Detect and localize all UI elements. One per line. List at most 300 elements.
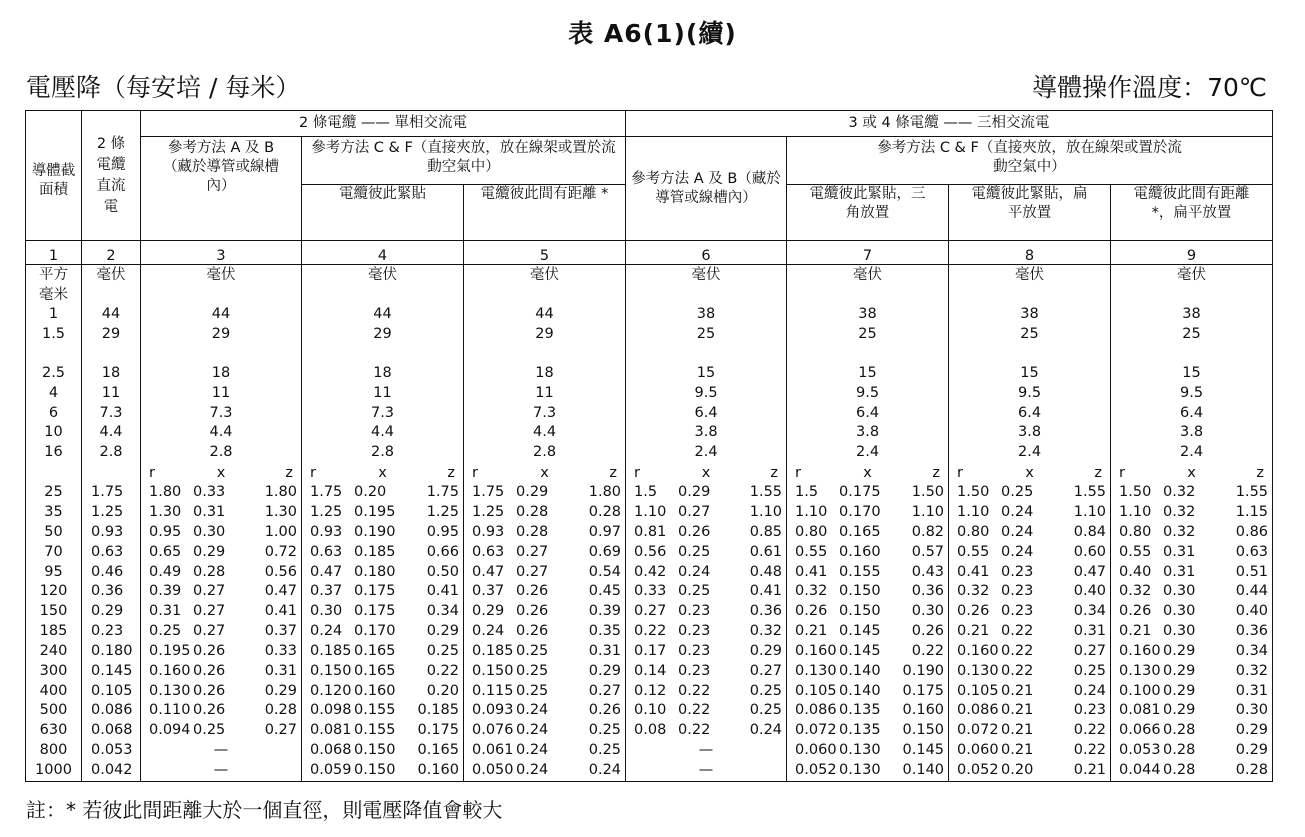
cell-c6: 15 xyxy=(626,364,787,384)
rxz-label-x: x xyxy=(1025,465,1034,482)
cell-dc: 0.63 xyxy=(82,543,141,563)
value-x: 0.150 xyxy=(839,583,881,600)
value-r: 0.195 xyxy=(149,642,191,659)
rxz-values xyxy=(302,503,463,523)
value-x: 0.26 xyxy=(516,623,549,640)
value-x: 0.29 xyxy=(1163,662,1196,679)
cell-c8 xyxy=(949,582,1111,602)
value-r: 0.044 xyxy=(1119,762,1161,779)
header-single-phase-group: 2 條電纜 —— 單相交流電 xyxy=(141,111,626,137)
cell-size: 10 xyxy=(26,423,82,443)
rxz-values xyxy=(464,682,625,702)
value-z: 0.36 xyxy=(1235,623,1269,640)
value-x: 0.27 xyxy=(193,583,226,600)
rxz-values xyxy=(949,701,1110,721)
cell-dc: 0.105 xyxy=(82,682,141,702)
value-x: 0.24 xyxy=(1001,543,1034,560)
cell-c3 xyxy=(141,543,302,563)
rxz-values xyxy=(787,761,948,781)
cell-dc: 1.25 xyxy=(82,503,141,523)
rxz-values xyxy=(787,503,948,523)
rxz-group xyxy=(626,463,786,483)
rxz-values xyxy=(949,503,1110,523)
cell-c4 xyxy=(302,741,464,761)
cell-dc: 18 xyxy=(82,364,141,384)
value-r: 0.160 xyxy=(149,662,191,679)
cell-c4: 44 xyxy=(302,305,464,325)
rxz-values xyxy=(464,563,625,583)
value-z: 0.72 xyxy=(264,543,297,560)
value-x: 0.29 xyxy=(193,543,226,560)
rxz-values xyxy=(626,721,786,741)
cell-c6: — xyxy=(626,741,787,761)
value-r: 0.32 xyxy=(957,583,990,600)
value-z: 0.190 xyxy=(902,662,945,679)
rxz-values xyxy=(1111,503,1272,523)
value-z: 0.27 xyxy=(264,722,297,739)
cell-c9 xyxy=(1111,761,1273,782)
rxz-label-r: r xyxy=(1119,465,1125,482)
cell-c9: 3.8 xyxy=(1111,423,1273,443)
cell-c3 xyxy=(141,682,302,702)
value-x: 0.23 xyxy=(1001,603,1034,620)
value-x: 0.23 xyxy=(1001,583,1034,600)
cell-c5 xyxy=(464,682,626,702)
value-x: 0.170 xyxy=(839,504,881,521)
value-z: 0.27 xyxy=(1073,642,1107,659)
value-r: 0.55 xyxy=(1119,543,1152,560)
value-r: 1.25 xyxy=(472,504,505,521)
rxz-label-z: z xyxy=(447,465,455,482)
value-z: 0.29 xyxy=(1235,722,1269,739)
value-r: 1.30 xyxy=(149,504,182,521)
value-r: 1.10 xyxy=(795,504,828,521)
rxz-values xyxy=(141,563,301,583)
value-x: 0.32 xyxy=(1163,484,1196,501)
value-x: 0.145 xyxy=(839,642,881,659)
cell-size: 1000 xyxy=(26,761,82,782)
rxz-values xyxy=(626,662,786,682)
cell-dc: 4.4 xyxy=(82,423,141,443)
cell-c3: 44 xyxy=(141,305,302,325)
value-x: 0.28 xyxy=(193,563,226,580)
rxz-values xyxy=(464,761,625,781)
value-z: 0.63 xyxy=(1235,543,1269,560)
cell-c5 xyxy=(464,523,626,543)
rxz-values xyxy=(1111,682,1272,702)
table-subtitle: 電壓降（每安培 / 每米） xyxy=(26,73,301,102)
cell-c9 xyxy=(1111,622,1273,642)
value-z: 0.82 xyxy=(911,523,945,540)
value-x: 0.24 xyxy=(1001,504,1034,521)
value-r: 0.95 xyxy=(149,523,182,540)
rxz-labels xyxy=(787,463,949,483)
rxz-values xyxy=(787,622,948,642)
cell-size: 240 xyxy=(26,642,82,662)
value-r: 1.5 xyxy=(795,484,819,501)
value-z: 0.39 xyxy=(588,603,622,620)
cell-size: 70 xyxy=(26,543,82,563)
column-number: 6 xyxy=(626,241,787,265)
value-z: 0.69 xyxy=(588,543,622,560)
cell-c5 xyxy=(464,483,626,503)
value-r: 0.115 xyxy=(472,682,514,699)
rxz-values xyxy=(949,622,1110,642)
header-dc: 2 條電纜直流電 xyxy=(82,111,141,241)
cell-c5 xyxy=(464,622,626,642)
value-r: 1.25 xyxy=(310,504,343,521)
cell-c6 xyxy=(626,582,787,602)
rxz-values xyxy=(464,503,625,523)
cell-size: 16 xyxy=(26,443,82,463)
rxz-label-z: z xyxy=(609,465,618,482)
value-r: 0.059 xyxy=(310,762,352,779)
cell-c3 xyxy=(141,602,302,622)
cell-c7 xyxy=(787,503,949,523)
cell-c7: 3.8 xyxy=(787,423,949,443)
cell-c3 xyxy=(141,701,302,721)
value-r: 0.63 xyxy=(472,543,505,560)
value-r: 1.80 xyxy=(149,484,182,501)
rxz-label-z: z xyxy=(770,465,779,482)
rxz-label-z: z xyxy=(1256,465,1265,482)
rxz-values xyxy=(464,662,625,682)
unit-mv: 毫伏 xyxy=(141,265,302,306)
cell-size: 630 xyxy=(26,721,82,741)
value-x: 0.24 xyxy=(1001,523,1034,540)
rxz-values xyxy=(1111,483,1272,503)
cell-size: 4 xyxy=(26,384,82,404)
cell-c9: 2.4 xyxy=(1111,443,1273,463)
rxz-values xyxy=(1111,701,1272,721)
cell-c5 xyxy=(464,582,626,602)
cell-dc: 0.93 xyxy=(82,523,141,543)
rxz-values xyxy=(141,483,301,503)
value-x: 0.28 xyxy=(1163,742,1196,759)
rxz-values xyxy=(949,523,1110,543)
header-conductor-area: 導體截面積 xyxy=(26,111,82,241)
value-x: 0.23 xyxy=(678,662,711,679)
rxz-values xyxy=(787,563,948,583)
value-x: 0.25 xyxy=(1001,484,1034,501)
table-row xyxy=(26,701,1273,721)
voltage-drop-table xyxy=(25,110,1273,782)
value-z: 1.00 xyxy=(264,523,297,540)
value-z: 0.41 xyxy=(264,603,297,620)
value-x: 0.20 xyxy=(1001,762,1034,779)
operating-temperature: 導體操作溫度：70℃ xyxy=(1032,73,1267,102)
value-x: 0.23 xyxy=(678,603,711,620)
value-z: 0.60 xyxy=(1073,543,1107,560)
value-x: 0.185 xyxy=(354,543,396,560)
cell-c9 xyxy=(1111,503,1273,523)
cell-c3: — xyxy=(141,741,302,761)
value-z: 0.24 xyxy=(1073,682,1107,699)
value-x: 0.29 xyxy=(1163,642,1196,659)
value-x: 0.155 xyxy=(354,702,396,719)
rxz-labels xyxy=(302,463,464,483)
value-z: 1.10 xyxy=(1073,504,1107,521)
value-z: 0.50 xyxy=(426,563,459,580)
rxz-label-z: z xyxy=(285,465,293,482)
rxz-values xyxy=(302,523,463,543)
cell-c9 xyxy=(1111,701,1273,721)
rxz-values xyxy=(464,523,625,543)
rxz-values xyxy=(626,642,786,662)
value-z: 0.29 xyxy=(264,682,297,699)
cell-c8 xyxy=(949,602,1111,622)
value-z: 0.31 xyxy=(264,662,297,679)
rxz-values xyxy=(626,701,786,721)
value-x: 0.30 xyxy=(193,523,226,540)
rxz-values xyxy=(302,622,463,642)
cell-c6 xyxy=(626,563,787,583)
table-row xyxy=(26,364,1273,384)
value-x: 0.165 xyxy=(354,662,396,679)
value-z: 0.29 xyxy=(588,662,622,679)
value-r: 0.37 xyxy=(472,583,505,600)
value-z: 0.160 xyxy=(902,702,945,719)
column-number: 3 xyxy=(141,241,302,265)
value-r: 0.33 xyxy=(634,583,667,600)
cell-c7: 38 xyxy=(787,305,949,325)
cell-dc: 0.068 xyxy=(82,721,141,741)
rxz-label-x: x xyxy=(701,465,711,482)
value-z: 1.50 xyxy=(911,484,945,501)
value-r: 0.110 xyxy=(149,702,191,719)
unit-mv: 毫伏 xyxy=(302,265,464,306)
cell-c3 xyxy=(141,582,302,602)
value-z: 1.10 xyxy=(749,504,783,521)
value-r: 0.130 xyxy=(149,682,191,699)
value-z: 0.175 xyxy=(902,682,945,699)
value-z: 1.55 xyxy=(1235,484,1269,501)
table-row xyxy=(26,662,1273,682)
value-r: 0.37 xyxy=(310,583,343,600)
rxz-labels xyxy=(1111,463,1273,483)
rxz-values xyxy=(949,602,1110,622)
value-r: 0.130 xyxy=(957,662,999,679)
value-x: 0.165 xyxy=(354,642,396,659)
cell-size: 2.5 xyxy=(26,364,82,384)
rxz-values xyxy=(464,543,625,563)
spacer-cell xyxy=(302,345,464,364)
value-x: 0.25 xyxy=(516,682,549,699)
value-r: 0.066 xyxy=(1119,722,1161,739)
cell-c6 xyxy=(626,503,787,523)
cell-c8 xyxy=(949,701,1111,721)
value-z: 0.25 xyxy=(749,702,783,719)
rxz-labels xyxy=(141,463,302,483)
cell-c8 xyxy=(949,563,1111,583)
footnote: 註：* 若彼此間距離大於一個直徑，則電壓降值會較大 xyxy=(26,798,503,822)
value-r: 0.130 xyxy=(1119,662,1161,679)
rxz-values xyxy=(302,701,463,721)
value-r: 0.47 xyxy=(472,563,505,580)
cell-size: 25 xyxy=(26,483,82,503)
value-r: 0.105 xyxy=(957,682,999,699)
value-z: 0.25 xyxy=(588,722,622,739)
value-z: 0.32 xyxy=(749,623,783,640)
cell-c9 xyxy=(1111,662,1273,682)
table-row xyxy=(26,325,1273,345)
cell-size: 150 xyxy=(26,602,82,622)
value-x: 0.25 xyxy=(678,543,711,560)
value-x: 0.22 xyxy=(678,722,711,739)
cell-c4 xyxy=(302,563,464,583)
cell-c3 xyxy=(141,523,302,543)
value-r: 0.093 xyxy=(472,702,514,719)
cell-c4: 4.4 xyxy=(302,423,464,443)
rxz-values xyxy=(141,642,301,662)
value-r: 0.17 xyxy=(634,642,667,659)
value-z: 1.30 xyxy=(264,504,297,521)
value-z: 0.34 xyxy=(1073,603,1107,620)
cell-c5 xyxy=(464,563,626,583)
value-r: 0.052 xyxy=(957,762,999,779)
cell-c8 xyxy=(949,523,1111,543)
unit-mv: 毫伏 xyxy=(464,265,626,306)
value-r: 1.10 xyxy=(1119,504,1152,521)
value-x: 0.130 xyxy=(839,742,881,759)
value-x: 0.31 xyxy=(1163,563,1196,580)
header-touching: 電纜彼此緊貼 xyxy=(302,185,464,241)
table-row xyxy=(26,563,1273,583)
cell-c3 xyxy=(141,622,302,642)
spacer-cell xyxy=(141,345,302,364)
rxz-values xyxy=(1111,761,1272,781)
table-body xyxy=(26,241,1273,782)
cell-c4 xyxy=(302,582,464,602)
cell-c6 xyxy=(626,662,787,682)
rxz-label-r: r xyxy=(310,465,316,482)
rxz-labels xyxy=(464,463,626,483)
value-x: 0.21 xyxy=(1001,682,1034,699)
cell-dc: 0.053 xyxy=(82,741,141,761)
cell-c4: 11 xyxy=(302,384,464,404)
cell-dc: 0.145 xyxy=(82,662,141,682)
value-x: 0.24 xyxy=(516,762,549,779)
cell-dc: 0.46 xyxy=(82,563,141,583)
rxz-label-r: r xyxy=(795,465,801,482)
rxz-values xyxy=(787,662,948,682)
cell-c5 xyxy=(464,761,626,782)
cell-c8: 15 xyxy=(949,364,1111,384)
cell-c7 xyxy=(787,483,949,503)
header-method-cf-three: 參考方法 C & F（直接夾放，放在線架或置於流動空氣中） xyxy=(787,137,1273,185)
value-z: 0.185 xyxy=(417,702,459,719)
cell-c8 xyxy=(949,682,1111,702)
spacer-cell xyxy=(949,345,1111,364)
rxz-values xyxy=(626,582,786,602)
cell-c6 xyxy=(626,721,787,741)
value-z: 0.44 xyxy=(1235,583,1269,600)
rxz-values xyxy=(626,563,786,583)
cell-c6: 2.4 xyxy=(626,443,787,463)
value-x: 0.150 xyxy=(354,742,396,759)
value-r: 1.50 xyxy=(1119,484,1152,501)
cell-c5: 7.3 xyxy=(464,404,626,424)
cell-c8: 3.8 xyxy=(949,423,1111,443)
rxz-values xyxy=(141,503,301,523)
value-r: 0.41 xyxy=(795,563,828,580)
cell-c9 xyxy=(1111,682,1273,702)
rxz-label-z: z xyxy=(932,465,941,482)
table-row xyxy=(26,305,1273,325)
rxz-label-x: x xyxy=(216,465,226,482)
value-x: 0.29 xyxy=(516,484,549,501)
cell-c6: 6.4 xyxy=(626,404,787,424)
rxz-values xyxy=(626,682,786,702)
rxz-values xyxy=(1111,662,1272,682)
cell-c4 xyxy=(302,503,464,523)
value-z: 0.29 xyxy=(1235,742,1269,759)
value-z: 0.26 xyxy=(911,623,945,640)
value-r: 0.41 xyxy=(957,563,990,580)
cell-size: 800 xyxy=(26,741,82,761)
unit-mv: 毫伏 xyxy=(787,265,949,306)
rxz-values xyxy=(302,602,463,622)
cell-c5 xyxy=(464,503,626,523)
column-number: 7 xyxy=(787,241,949,265)
rxz-values xyxy=(949,662,1110,682)
column-number: 1 xyxy=(26,241,82,265)
rxz-label-r: r xyxy=(634,465,640,482)
rxz-values xyxy=(949,483,1110,503)
value-r: 0.24 xyxy=(310,623,343,640)
value-z: 0.25 xyxy=(426,642,459,659)
table-row xyxy=(26,404,1273,424)
value-r: 0.120 xyxy=(310,682,352,699)
cell-c9 xyxy=(1111,602,1273,622)
cell-c9 xyxy=(1111,523,1273,543)
cell-c3 xyxy=(141,483,302,503)
table-row xyxy=(26,642,1273,662)
cell-c8 xyxy=(949,761,1111,782)
value-z: 0.31 xyxy=(1073,623,1107,640)
value-x: 0.27 xyxy=(193,603,226,620)
value-r: 0.100 xyxy=(1119,682,1161,699)
rxz-values xyxy=(302,682,463,702)
cell-c3 xyxy=(141,642,302,662)
value-r: 0.47 xyxy=(310,563,343,580)
value-r: 0.053 xyxy=(1119,742,1161,759)
cell-dc: 0.23 xyxy=(82,622,141,642)
value-x: 0.32 xyxy=(1163,504,1196,521)
value-z: 0.95 xyxy=(426,523,459,540)
value-x: 0.27 xyxy=(516,563,549,580)
rxz-values xyxy=(787,701,948,721)
table-row xyxy=(26,721,1273,741)
rxz-values xyxy=(626,523,786,543)
rxz-values xyxy=(1111,721,1272,741)
rxz-values xyxy=(1111,602,1272,622)
cell-size: 6 xyxy=(26,404,82,424)
rxz-values xyxy=(787,523,948,543)
cell-c9: 25 xyxy=(1111,325,1273,345)
rxz-values xyxy=(302,761,463,781)
value-z: 0.28 xyxy=(588,504,622,521)
cell-size: 95 xyxy=(26,563,82,583)
value-z: 0.31 xyxy=(588,642,622,659)
cell-c9 xyxy=(1111,721,1273,741)
value-x: 0.22 xyxy=(678,682,711,699)
table-row xyxy=(26,741,1273,761)
rxz-label-r: r xyxy=(957,465,963,482)
cell-c4: 2.8 xyxy=(302,443,464,463)
rxz-values xyxy=(1111,741,1272,761)
rxz-group xyxy=(141,463,301,483)
